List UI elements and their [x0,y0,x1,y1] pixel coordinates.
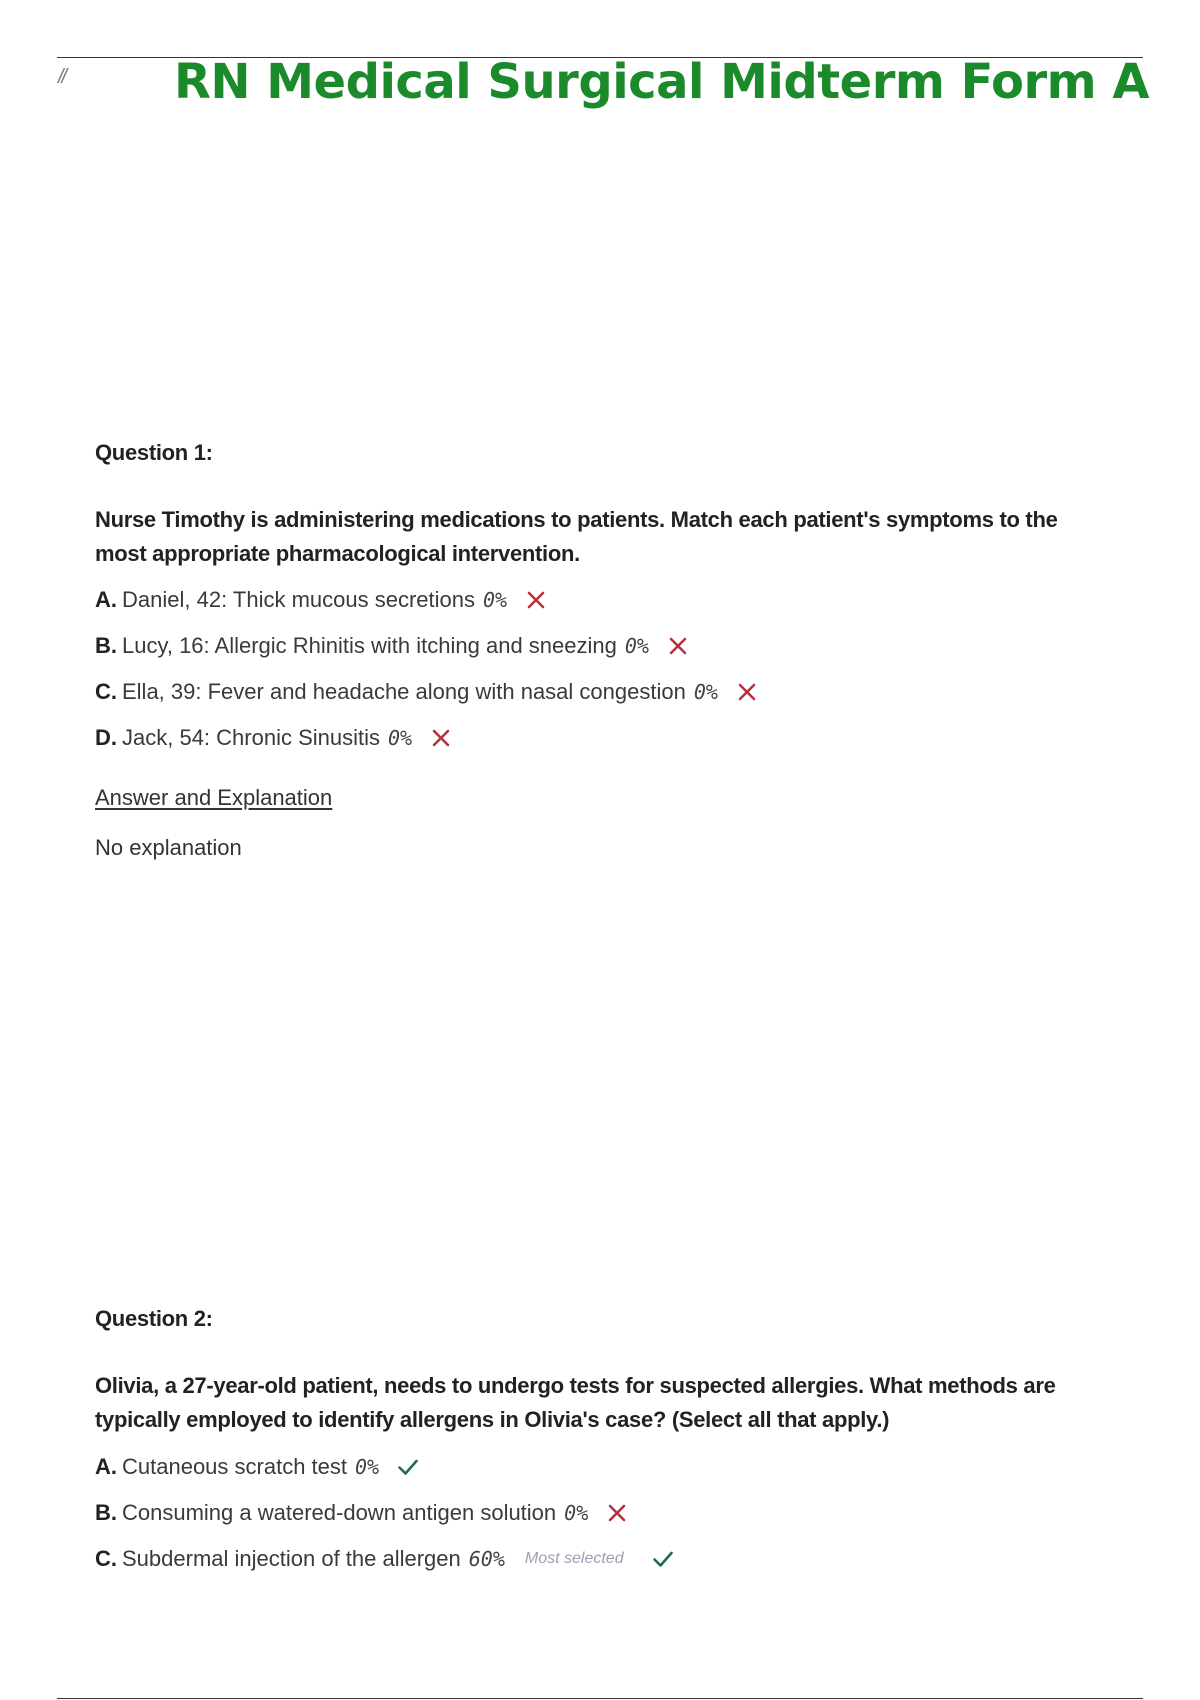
option-text: Jack, 54: Chronic Sinusitis [122,725,380,750]
option-text: Lucy, 16: Allergic Rhinitis with itching and sneezing [122,633,617,658]
question-text: Olivia, a 27-year-old patient, needs to undergo tests for suspected allergies. What methods are typically employed to identify allergens in Olivia's case? (Select all that apply.) [95,1373,1056,1432]
document-title: RN Medical Surgical Midterm Form A [173,54,1149,110]
answer-option-b[interactable] [95,623,1105,669]
answer-option-a[interactable] [95,577,1105,623]
x-icon [606,1502,628,1524]
option-percent: 60% [468,1547,505,1571]
x-icon [667,635,689,657]
option-letter: A. [95,587,117,612]
question-label: Question 1: [95,440,213,465]
answer-option-c[interactable] [95,669,1105,715]
option-letter: D. [95,725,117,750]
option-letter: B. [95,1500,117,1525]
option-percent: 0% [624,634,649,658]
option-letter: C. [95,679,117,704]
question-label: Question 2: [95,1306,213,1331]
answer-options [95,1443,1105,1582]
option-text: Ella, 39: Fever and headache along with nasal congestion [122,679,686,704]
option-letter: A. [95,1453,117,1479]
x-icon [736,681,758,703]
x-icon [525,589,547,611]
question-2 [95,1304,1105,1582]
option-text: Cutaneous scratch test [122,1453,348,1479]
header-slashes: // [58,66,66,88]
check-icon [652,1548,674,1570]
option-percent: 0% [564,1501,589,1525]
option-text: Subdermal injection of the allergen [122,1546,461,1571]
option-percent: 0% [355,1454,380,1479]
answer-option-b[interactable] [95,1490,1105,1536]
option-letter: B. [95,633,117,658]
x-icon [430,727,452,749]
answer-option-c[interactable] [95,1536,1105,1582]
most-selected-note: Most selected [524,1550,624,1567]
explanation-text: No explanation [95,835,242,860]
question-text: Nurse Timothy is administering medications to patients. Match each patient's symptoms to the most appropriate pharmacological intervention. [95,507,1058,566]
answer-option-d[interactable] [95,715,1105,761]
option-percent: 0% [388,726,413,750]
option-percent: 0% [693,680,718,704]
option-letter: C. [95,1546,117,1571]
check-icon [397,1456,419,1478]
option-text: Daniel, 42: Thick mucous secretions [122,587,475,612]
bottom-rule [57,1698,1143,1699]
question-1 [95,438,1105,863]
answer-option-a[interactable] [95,1443,1105,1490]
option-text: Consuming a watered-down antigen solution [122,1500,557,1525]
answer-explanation-link[interactable]: Answer and Explanation [95,785,333,810]
answer-options [95,577,1105,761]
option-percent: 0% [482,588,508,612]
